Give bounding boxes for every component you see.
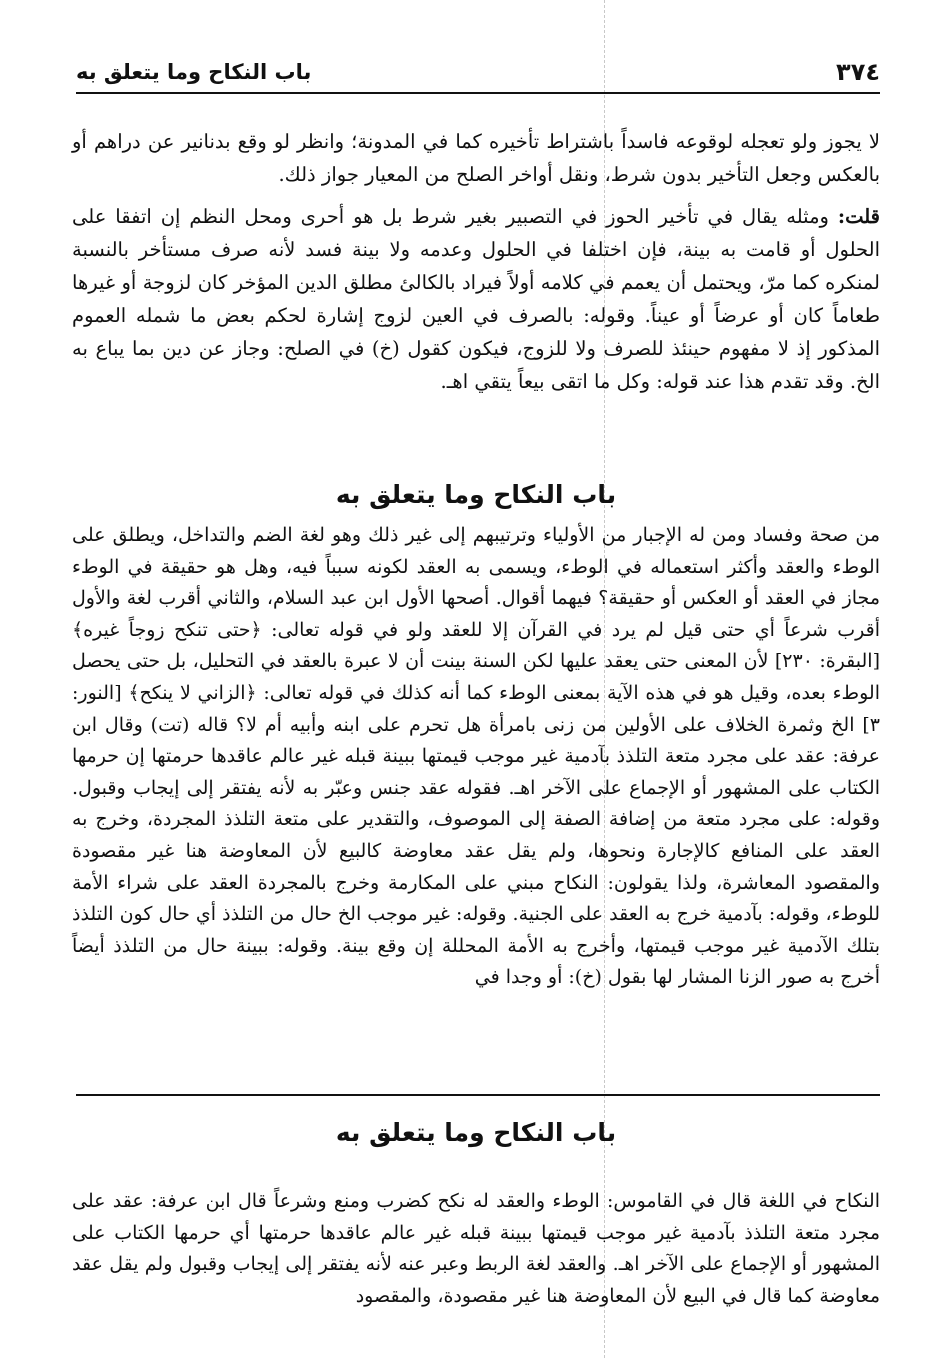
header-title: باب النكاح وما يتعلق به bbox=[76, 60, 312, 84]
running-header bbox=[76, 52, 880, 94]
section-title-1: باب النكاح وما يتعلق به bbox=[335, 480, 617, 509]
commentary-paragraph-1: لا يجوز ولو تعجله لوقوعه فاسداً باشتراط تأخيره كما في المدونة؛ وانظر لو وقع بدنانير عن دراهم أو بالعكس وجعل التأخير بدون شرط، ونقل أواخر الصلح من المعيار جواز ذلك. bbox=[72, 130, 880, 186]
commentary-paragraph-2 bbox=[72, 200, 880, 398]
section-divider bbox=[76, 1094, 880, 1096]
section-2-body: النكاح في اللغة قال في القاموس: الوطء والعقد له نكح كضرب ومنع وشرعاً قال ابن عرفة: عقد على مجرد متعة التلذذ بآدمية غير موجب قيمتها ببينة قبله غير عالم عاقدها حرمتها أي حرمها الكتاب على المشهور أو الإجماع على الآخر اهـ. والعقد لغة الربط وعبر عنه لأنه يفتقر إلى إيجاب وقبول ولم يقل عقد معاوضة كما قال في البيع لأن المعاوضة هنا غير مقصودة، والمقصود bbox=[72, 1190, 880, 1307]
page-number: ٣٧٤ bbox=[836, 58, 880, 86]
section-1-body: من صحة وفساد ومن له الإجبار من الأولياء وترتيبهم إلى غير ذلك وهو لغة الضم والتداخل، ويطلق على الوطء والعقد وأكثر استعماله في الوطء، ويسمى به العقد لكونه سبباً فيه، وهل هو حقيقة في الوطء مجاز في العقد أو العكس أو حقيقة؟ فيهما أقوال. أصحها الأول ابن عبد السلام، والثاني أقرب لغة والأول أقرب شرعاً أي حتى قيل لم يرد في القرآن إلا للعقد ولو في قوله تعالى: ﴿حتى تنكح زوجاً غيره﴾ [البقرة: ٢٣٠] لأن المعنى حتى يعقد عليها لكن السنة بينت أن لا عبرة بالعقد في التحليل، بل حتى يحصل الوطء بعده، وقيل هو في هذه الآية بمعنى الوطء كما أنه كذلك في قوله تعالى: ﴿الزاني لا ينكح﴾ [النور: ٣] الخ وثمرة الخلاف على الأولين من زنى بامرأة هل تحرم على ابنه وأبيه أم لا؟ قاله (تت) وقال ابن عرفة: عقد على مجرد متعة التلذذ بآدمية غير موجب قيمتها ببينة قبله غير عالم عاقدها حرمتها إن حرمها الكتاب على المشهور أو الإجماع على الآخر اهـ. فقوله عقد جنس وعبّر به لأنه يفتقر إلى إيجاب وقبول. وقوله: على مجرد متعة من إضافة الصفة إلى الموصوف، والتقدير على متعة التلذذ المجردة، وخرج به العقد على المنافع كالإجارة ونحوها، ولم يقل عقد معاوضة كالبيع لأن المعاوضة هنا غير مقصودة والمقصود المعاشرة، ولذا يقولون: النكاح مبني على المكارمة وخرج بالمجردة العقد على شراء الأمة للوطء، وقوله: بآدمية خرج به العقد على الجنية. وقوله: غير موجب الخ حال من التلذذ أي حال كون التلذذ بتلك الآدمية غير موجب قيمتها، وأخرج به الأمة المحللة إن وقع بينة. وقوله: ببينة حال من التلذذ أيضاً أخرج به صور الزنا المشار لها بقول (خ): أو وجدا في bbox=[72, 524, 880, 989]
section-title-2: باب النكاح وما يتعلق به bbox=[335, 1118, 617, 1147]
commentary-paragraph-2-text: ومثله يقال في تأخير الحوز في التصبير بغير شرط بل هو أحرى ومحل النظم إن اتفقا على الحلول أو قامت به بينة، فإن اختلفا في الحلول وعدمه ولا بينة فسد لأنه صرف مستأخر بالنسبة لمنكره كما مرّ، ويحتمل أن يعمم في كلامه أولاً فيراد بالكالئ مطلق الدين المؤخر كان لزوجة أو غيرها طعاماً كان أو عرضاً أو عيناً. وقوله: بالصرف في العين لزوج إشارة لحكم بعض ما شمله العموم المذكور إذ لا مفهوم حينئذ للصرف ولا للزوج، فيكون كقول (خ) في الصلح: وجاز عن دين بما يباع به الخ. وقد تقدم هذا عند قوله: وكل ما اتقى بيعاً يتقي اهـ. bbox=[72, 205, 880, 393]
qultu-lead: قلت: bbox=[837, 205, 880, 228]
